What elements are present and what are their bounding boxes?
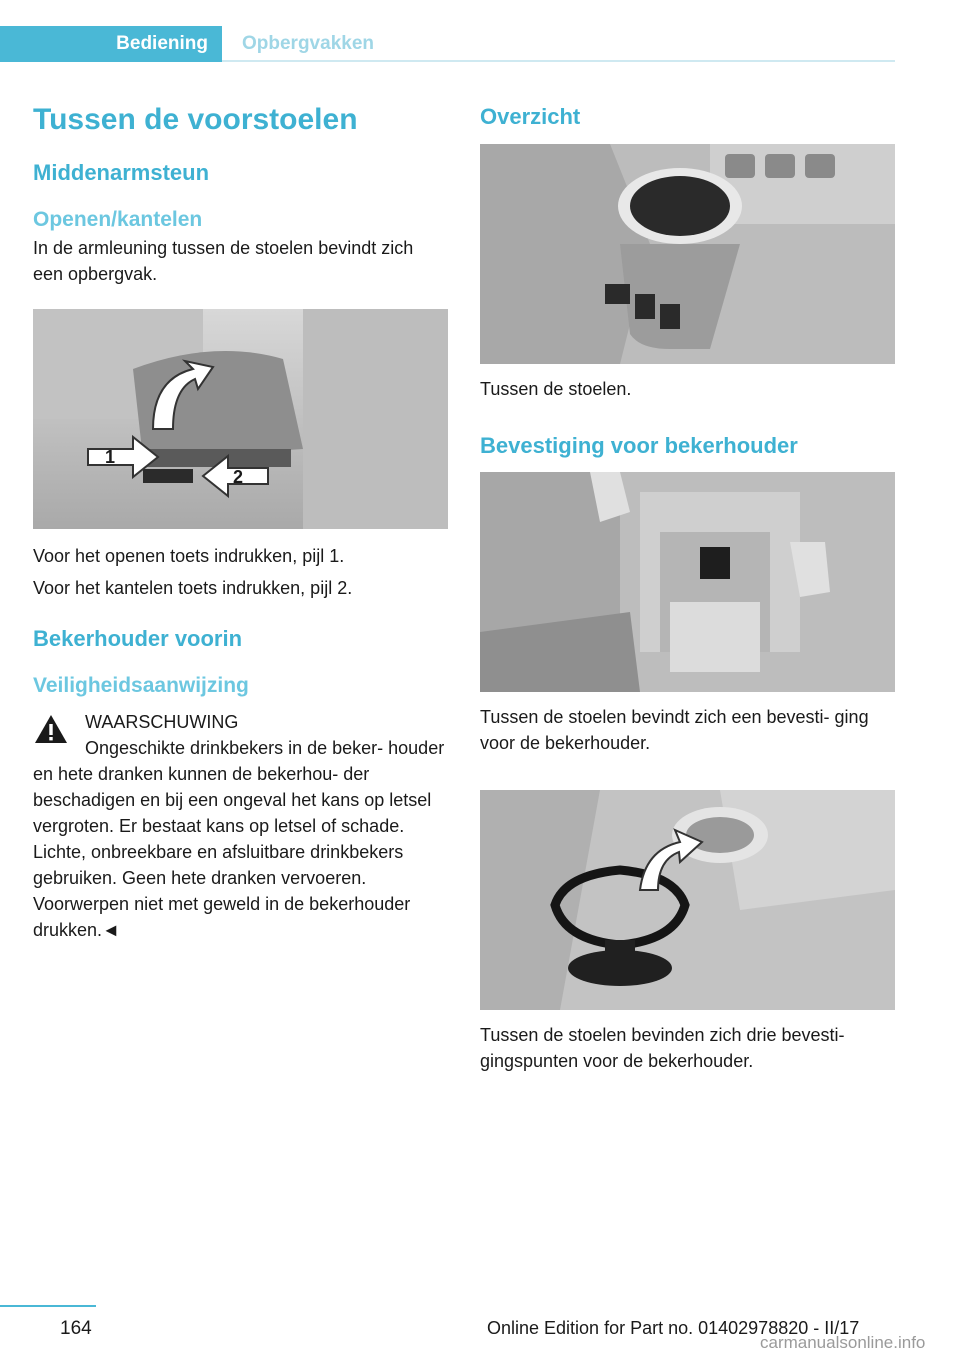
heading-overview: Overzicht — [480, 104, 581, 129]
warning-label: WAARSCHUWING — [85, 712, 239, 732]
header-rule — [222, 60, 895, 62]
caption-mounting-points: Tussen de stoelen bevinden zich drie bevesti- gingspunten voor de bekerhouder. — [480, 1025, 845, 1071]
intro-text: In de armleuning tussen de stoelen bevindt zich een opbergvak. — [33, 238, 414, 284]
figure-label-2: 2 — [233, 467, 244, 487]
cupholder-mounting-image — [480, 790, 895, 1010]
armrest-image — [33, 309, 448, 529]
page-title: Tussen de voorstoelen — [33, 103, 358, 136]
warning-block — [33, 709, 448, 735]
section-tab: Bediening — [0, 26, 222, 62]
warning-text: Ongeschikte drinkbekers in de beker- houder en hete dranken kunnen de bekerhou- der beschadigen en bij een ongeval het kans op letsel vergroten. Er bestaat kans op letsel of schade. Lichte, onbreekbare en afsluitbare drinkbekers gebruiken. Geen hete dranken vervoeren. Voorwerpen niet met geweld in de bekerhouder drukken.◄ — [33, 738, 445, 940]
step-open: Voor het openen toets indrukken, pijl 1. — [33, 546, 345, 566]
watermark: carmanualsonline.info — [760, 1333, 926, 1352]
edition-text: Online Edition for Part no. 01402978820 - II/17 — [487, 1318, 860, 1338]
heading-open-tilt: Openen/kantelen — [33, 208, 203, 231]
step-tilt: Voor het kantelen toets indrukken, pijl 2. — [33, 578, 353, 598]
heading-armrest: Middenarmsteun — [33, 160, 210, 185]
right-column — [480, 95, 895, 1074]
mount-image — [480, 472, 895, 692]
caption-between-seats: Tussen de stoelen. — [480, 379, 632, 399]
heading-cupholder-mount: Bevestiging voor bekerhouder — [480, 433, 798, 458]
topic-tab: Opbergvakken — [242, 33, 374, 54]
left-column — [33, 95, 448, 943]
overview-image — [480, 144, 895, 364]
heading-cupholder-front: Bekerhouder voorin — [33, 626, 243, 651]
footer-rule — [0, 1305, 96, 1307]
caption-mount: Tussen de stoelen bevindt zich een bevesti- ging voor de bekerhouder. — [480, 707, 869, 753]
warning-triangle-icon — [33, 713, 69, 745]
heading-safety-note: Veiligheidsaanwijzing — [33, 674, 249, 697]
header-tabs — [0, 26, 374, 62]
figure-label-1: 1 — [105, 447, 116, 467]
page-number: 164 — [60, 1318, 92, 1339]
